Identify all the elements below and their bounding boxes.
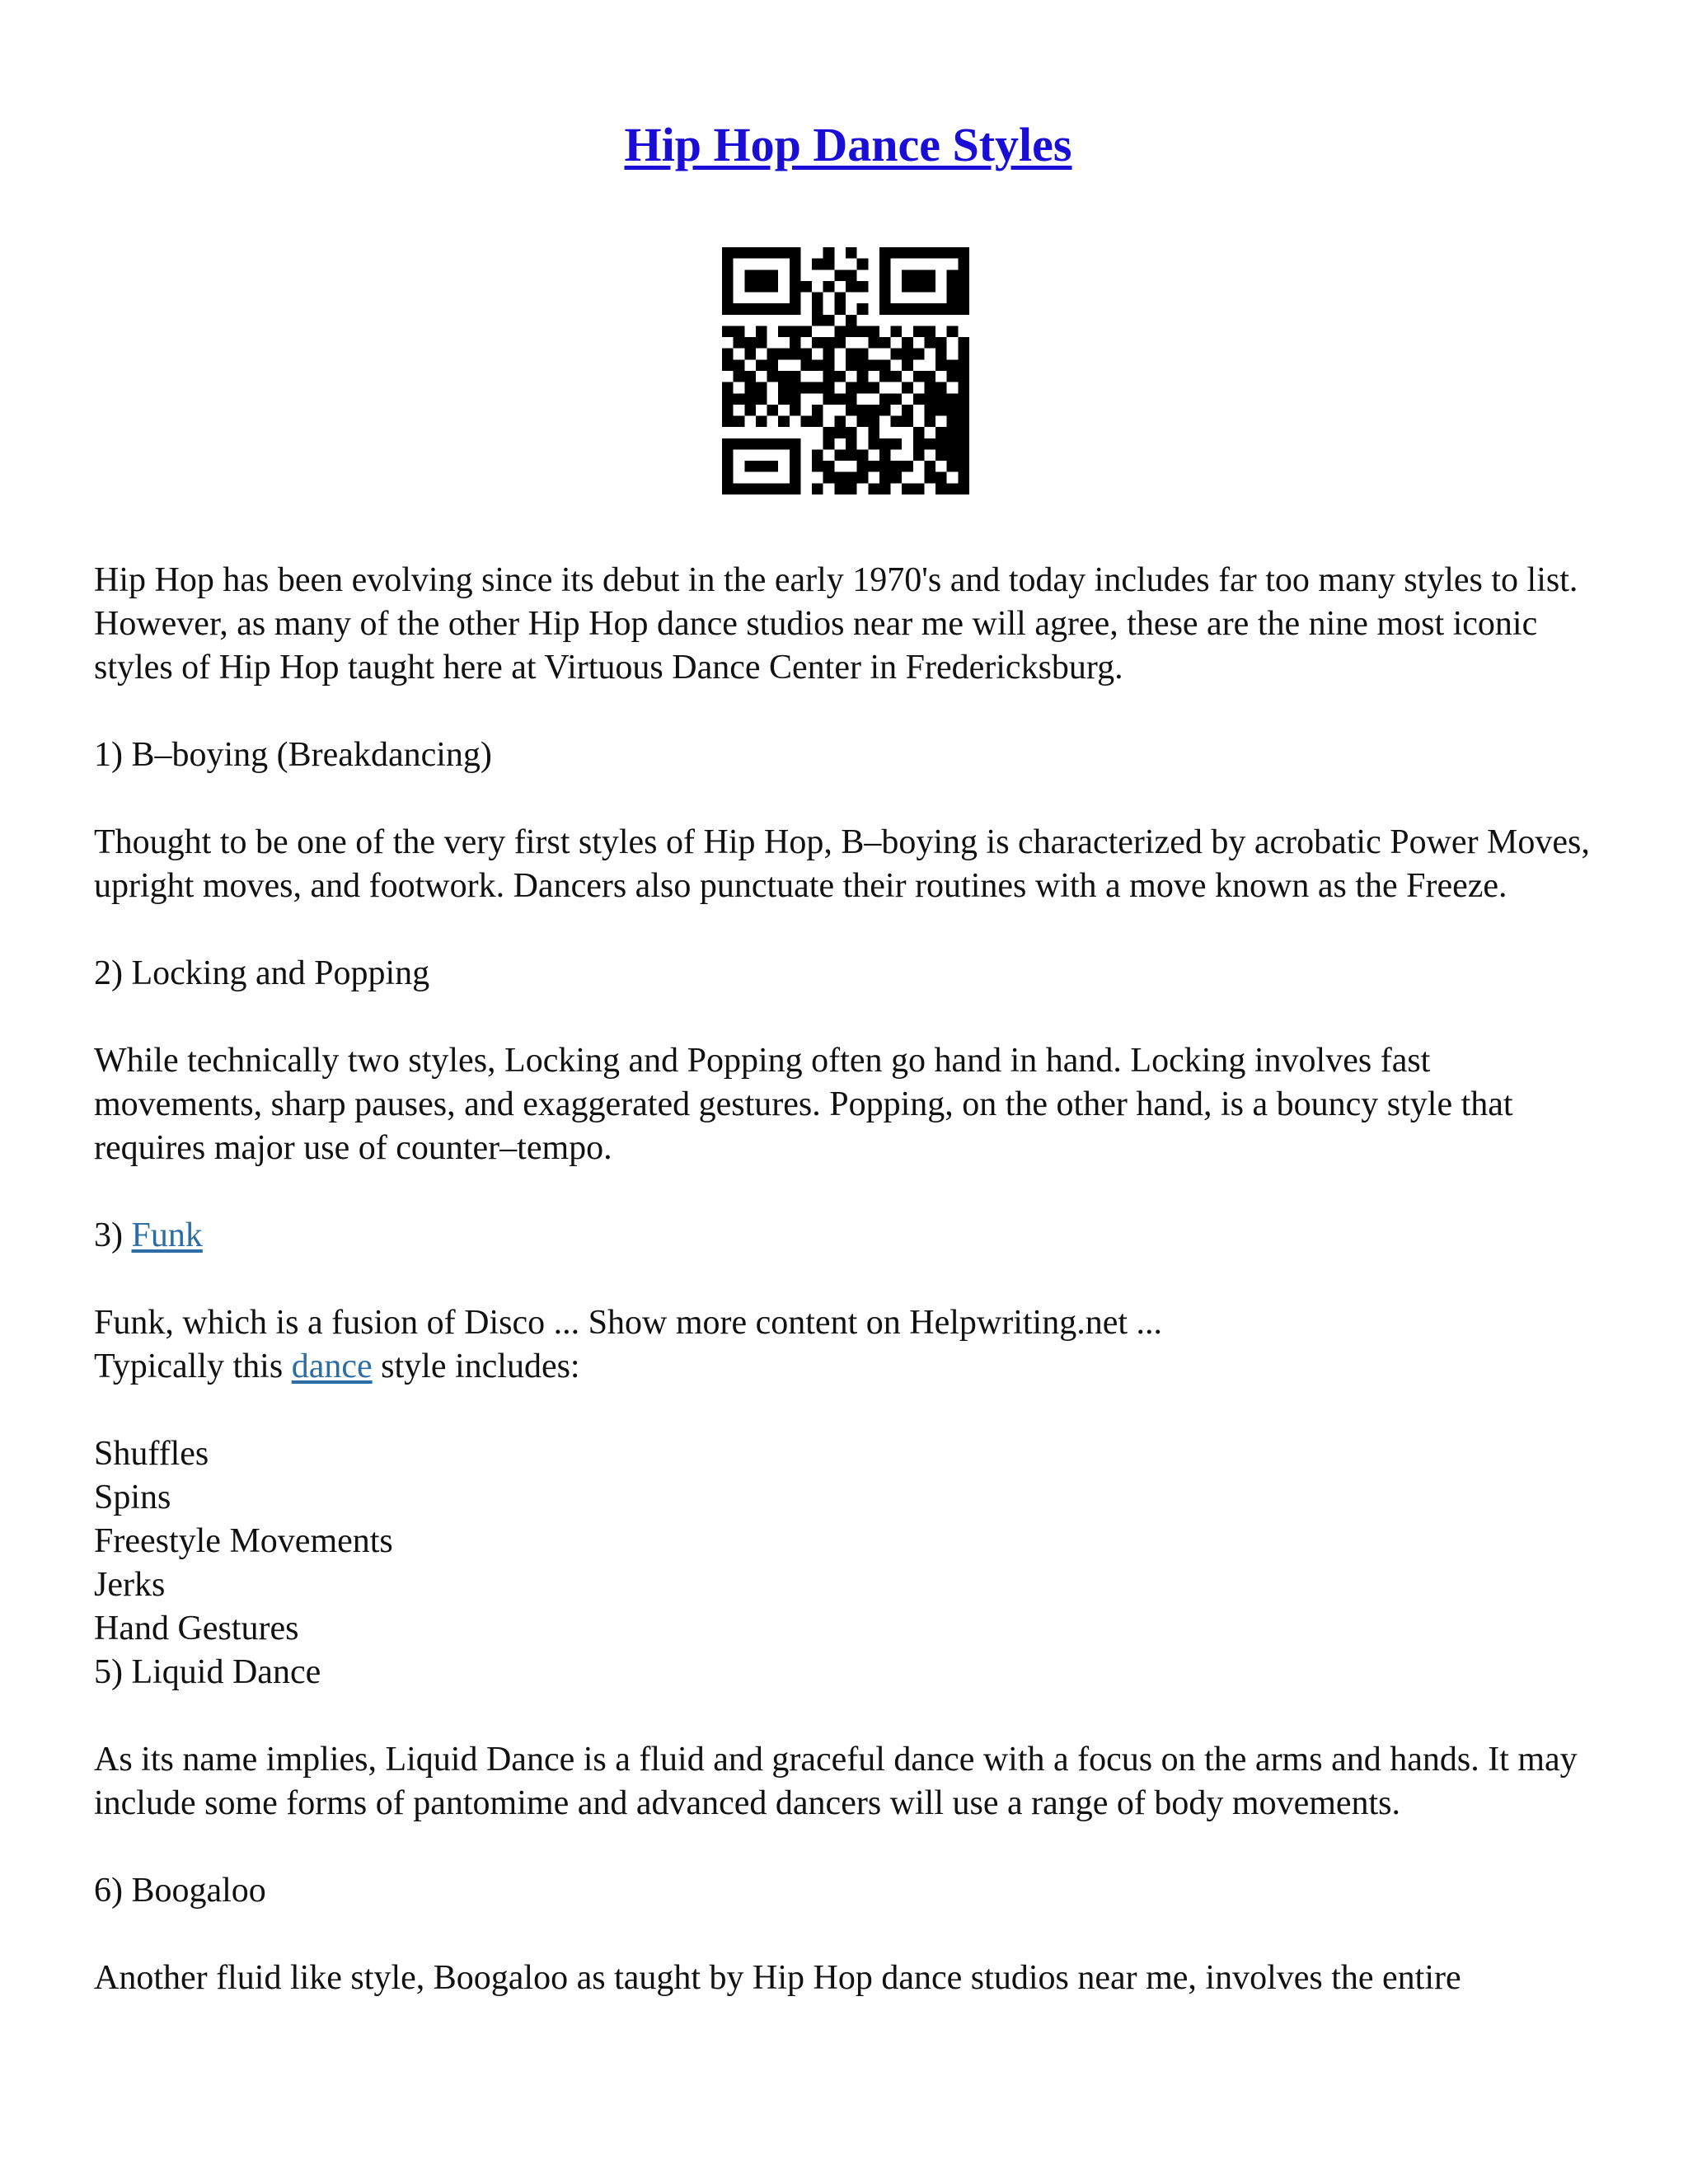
dance-link[interactable]: dance: [291, 1347, 373, 1385]
section-text-liquid-dance: As its name implies, Liquid Dance is a fluid and graceful dance with a focus on the arms and hands. It may include some forms of pantomime and advanced dancers will use a range of body movements.: [94, 1741, 1578, 1822]
title-container: [94, 117, 1602, 172]
list-item: Spins: [94, 1479, 171, 1516]
section-heading-funk: [94, 1214, 1602, 1258]
section-heading-liquid-dance: 5) Liquid Dance: [94, 1653, 321, 1691]
section-text-bboying: Thought to be one of the very first styles of Hip Hop, B–boying is characterized by acrobatic Power Moves, upright moves, and footwork. Dancers also punctuate their routines with a move known as the Freeze.: [94, 823, 1590, 905]
section-heading-boogaloo: 6) Boogaloo: [94, 1872, 266, 1910]
section-heading-bboying: 1) B–boying (Breakdancing): [94, 736, 492, 774]
section-text-locking-popping: While technically two styles, Locking and Popping often go hand in hand. Locking involves fast movements, sharp pauses, and exaggerated gestures. Popping, on the other hand, is a bouncy style that requires major use of counter–tempo.: [94, 1042, 1513, 1167]
typically-line: [94, 1345, 1602, 1389]
article-body: [94, 559, 1602, 2044]
section-number-funk: 3): [94, 1216, 132, 1254]
list-item: Shuffles: [94, 1435, 209, 1473]
list-item: Hand Gestures: [94, 1610, 299, 1647]
page-title-link[interactable]: Hip Hop Dance Styles: [624, 118, 1072, 171]
typically-suffix: style includes:: [372, 1347, 580, 1385]
funk-link[interactable]: Funk: [131, 1216, 203, 1254]
intro-paragraph: Hip Hop has been evolving since its debut in the early 1970's and today includes far too many styles to list. However, as many of the other Hip Hop dance studios near me will agree, these are the nine most iconic styles of Hip Hop taught here at Virtuous Dance Center in Fredericksburg.: [94, 561, 1578, 687]
section-heading-locking-popping: 2) Locking and Popping: [94, 954, 430, 992]
section-text-funk: Funk, which is a fusion of Disco ... Show more content on Helpwriting.net ...: [94, 1304, 1163, 1342]
typically-prefix: Typically this: [94, 1347, 292, 1385]
list-item: Freestyle Movements: [94, 1522, 393, 1560]
qr-code-icon: [722, 247, 969, 494]
funk-moves-list: [94, 1432, 1602, 1651]
list-item: Jerks: [94, 1566, 166, 1604]
section-text-boogaloo: Another fluid like style, Boogaloo as taught by Hip Hop dance studios near me, involves the entire: [94, 1959, 1461, 1997]
